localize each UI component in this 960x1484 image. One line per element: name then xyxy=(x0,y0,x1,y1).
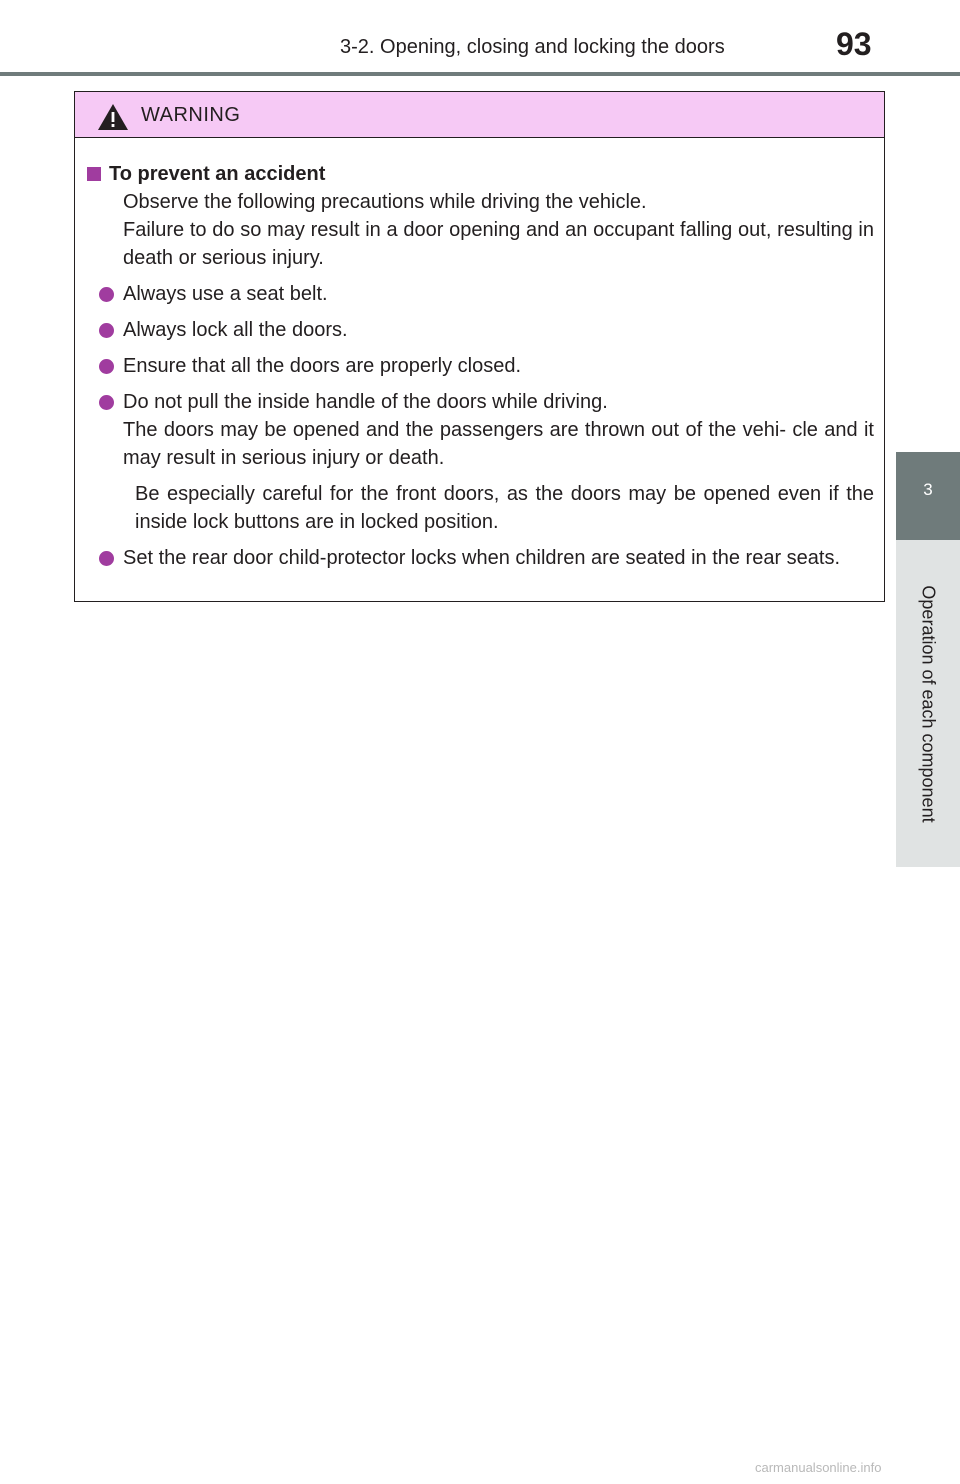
list-item xyxy=(87,352,874,380)
list-item-detail: The doors may be opened and the passengers are thrown out of the vehi- cle and it may result in serious injury or death. xyxy=(123,419,874,469)
list-item xyxy=(87,544,874,572)
list-item-content xyxy=(123,388,874,472)
watermark: carmanualsonline.info xyxy=(755,1460,882,1475)
list-item-note: Be especially careful for the front doors, as the doors may be opened even if the inside lock buttons are in locked position. xyxy=(135,483,874,533)
list-item-text: Ensure that all the doors are properly closed. xyxy=(123,355,521,377)
list-item-text: Always lock all the doors. xyxy=(123,319,348,341)
chapter-number: 3 xyxy=(923,480,933,499)
warning-title: WARNING xyxy=(141,104,241,126)
list-item-text: Do not pull the inside handle of the doors while driving. xyxy=(123,391,608,413)
intro-line-2: Failure to do so may result in a door opening and an occupant falling out, resulting in death or serious injury. xyxy=(123,219,874,269)
round-bullet-icon xyxy=(99,287,114,302)
warning-box xyxy=(74,91,885,602)
section-title: 3-2. Opening, closing and locking the doors xyxy=(340,36,725,58)
chapter-label-tab xyxy=(896,540,960,867)
warning-heading-text: To prevent an accident xyxy=(109,163,326,185)
chapter-label: Operation of each component xyxy=(918,584,939,823)
round-bullet-icon xyxy=(99,551,114,566)
round-bullet-icon xyxy=(99,395,114,410)
page-number: 93 xyxy=(836,26,872,62)
header-divider xyxy=(0,72,960,76)
list-item xyxy=(87,280,874,308)
list-item-text: Set the rear door child-protector locks when children are seated in the rear seats. xyxy=(123,547,841,569)
warning-triangle-icon xyxy=(97,103,129,131)
square-bullet-icon xyxy=(87,167,101,181)
chapter-tab xyxy=(896,452,960,540)
list-item xyxy=(87,388,874,472)
list-item xyxy=(87,316,874,344)
round-bullet-icon xyxy=(99,323,114,338)
warning-header xyxy=(75,92,884,138)
warning-body xyxy=(75,138,884,572)
warning-heading xyxy=(87,160,874,188)
round-bullet-icon xyxy=(99,359,114,374)
list-item-text: Always use a seat belt. xyxy=(123,283,328,305)
intro-line-1: Observe the following precautions while driving the vehicle. xyxy=(123,191,647,213)
